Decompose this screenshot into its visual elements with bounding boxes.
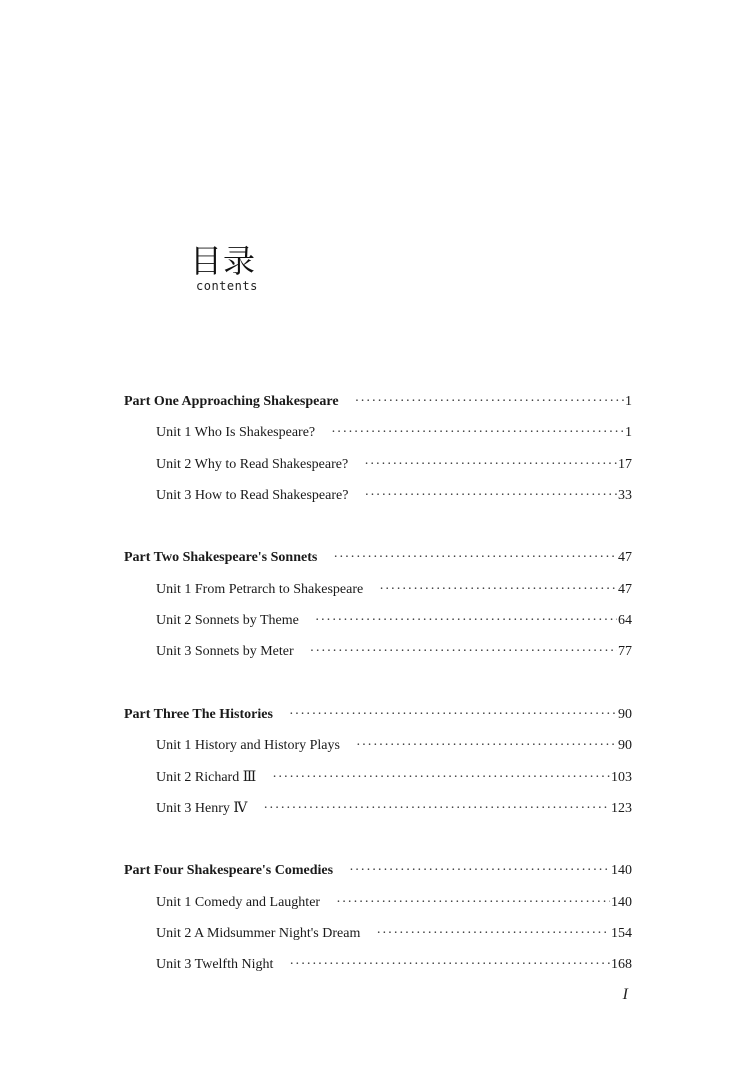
toc-page-number: 17: [618, 456, 632, 472]
toc-unit-entry[interactable]: [124, 918, 632, 949]
toc-page-number: 64: [618, 613, 632, 629]
toc-page-number: 123: [611, 800, 632, 816]
toc-entry-label: Unit 1 Who Is Shakespeare?: [156, 425, 316, 441]
toc-unit-entry[interactable]: [124, 605, 632, 636]
toc-unit-entry[interactable]: [124, 730, 632, 761]
toc-part-entry[interactable]: [124, 699, 632, 730]
toc-entry-label: Part Four Shakespeare's Comedies: [124, 863, 334, 879]
toc-part-entry[interactable]: [124, 386, 632, 417]
dot-leader: [289, 949, 610, 980]
toc-page-number: 1: [625, 425, 632, 441]
toc-page-number: 1: [625, 394, 632, 409]
toc-entry-label: Unit 1 Comedy and Laughter: [156, 894, 321, 910]
dot-leader: [355, 386, 624, 417]
page-folio: I: [622, 986, 628, 1003]
toc-entry-label: Unit 2 Sonnets by Theme: [156, 613, 299, 629]
toc-unit-entry[interactable]: [124, 949, 632, 980]
toc-unit-entry[interactable]: [124, 887, 632, 918]
dot-leader: [333, 542, 617, 573]
toc-entry-label: Unit 3 Sonnets by Meter: [156, 644, 294, 660]
toc-entry-label: Unit 2 Why to Read Shakespeare?: [156, 456, 349, 472]
toc-page-number: 47: [618, 550, 632, 566]
toc-page-number: 168: [611, 957, 632, 973]
dot-leader: [331, 417, 624, 448]
toc-page-number: 154: [611, 926, 632, 942]
toc-entry-label: Part Two Shakespeare's Sonnets: [124, 550, 318, 566]
dot-leader: [364, 480, 617, 511]
toc-unit-entry[interactable]: [124, 636, 632, 667]
toc-entry-label: Unit 2 Richard Ⅲ: [156, 769, 257, 785]
toc-entry-label: Part One Approaching Shakespeare: [124, 394, 339, 409]
toc-page-number: 47: [618, 581, 632, 597]
toc-page-number: 90: [618, 738, 632, 754]
dot-leader: [315, 605, 617, 636]
dot-leader: [356, 730, 617, 761]
dot-leader: [336, 887, 610, 918]
toc-unit-entry[interactable]: [124, 480, 632, 511]
toc-unit-entry[interactable]: [124, 449, 632, 480]
dot-leader: [263, 793, 610, 824]
toc-page-number: 140: [611, 894, 632, 910]
dot-leader: [272, 762, 610, 793]
dot-leader: [379, 574, 617, 605]
dot-leader: [376, 918, 610, 949]
toc-unit-entry[interactable]: [124, 417, 632, 448]
table-of-contents: [124, 386, 632, 981]
toc-page-number: 77: [618, 644, 632, 660]
toc-page-number: 90: [618, 706, 632, 722]
toc-page-number: 140: [611, 863, 632, 879]
contents-title-chinese: 目录: [190, 242, 257, 280]
dot-leader: [310, 636, 617, 667]
toc-part-entry[interactable]: [124, 855, 632, 886]
toc-unit-entry[interactable]: [124, 793, 632, 824]
dot-leader: [349, 855, 610, 886]
toc-entry-label: Unit 2 A Midsummer Night's Dream: [156, 926, 361, 942]
toc-entry-label: Part Three The Histories: [124, 706, 273, 722]
toc-entry-label: Unit 3 How to Read Shakespeare?: [156, 487, 349, 503]
toc-entry-label: Unit 1 History and History Plays: [156, 738, 340, 754]
contents-heading: [190, 243, 258, 293]
toc-page-number: 33: [618, 487, 632, 503]
dot-leader: [364, 449, 617, 480]
toc-entry-label: Unit 1 From Petrarch to Shakespeare: [156, 581, 364, 597]
toc-entry-label: Unit 3 Henry Ⅳ: [156, 800, 248, 816]
toc-page-number: 103: [611, 769, 632, 785]
dot-leader: [289, 699, 617, 730]
toc-unit-entry[interactable]: [124, 574, 632, 605]
toc-unit-entry[interactable]: [124, 762, 632, 793]
contents-title-english: contents: [196, 279, 258, 293]
toc-part-entry[interactable]: [124, 542, 632, 573]
toc-entry-label: Unit 3 Twelfth Night: [156, 957, 274, 973]
